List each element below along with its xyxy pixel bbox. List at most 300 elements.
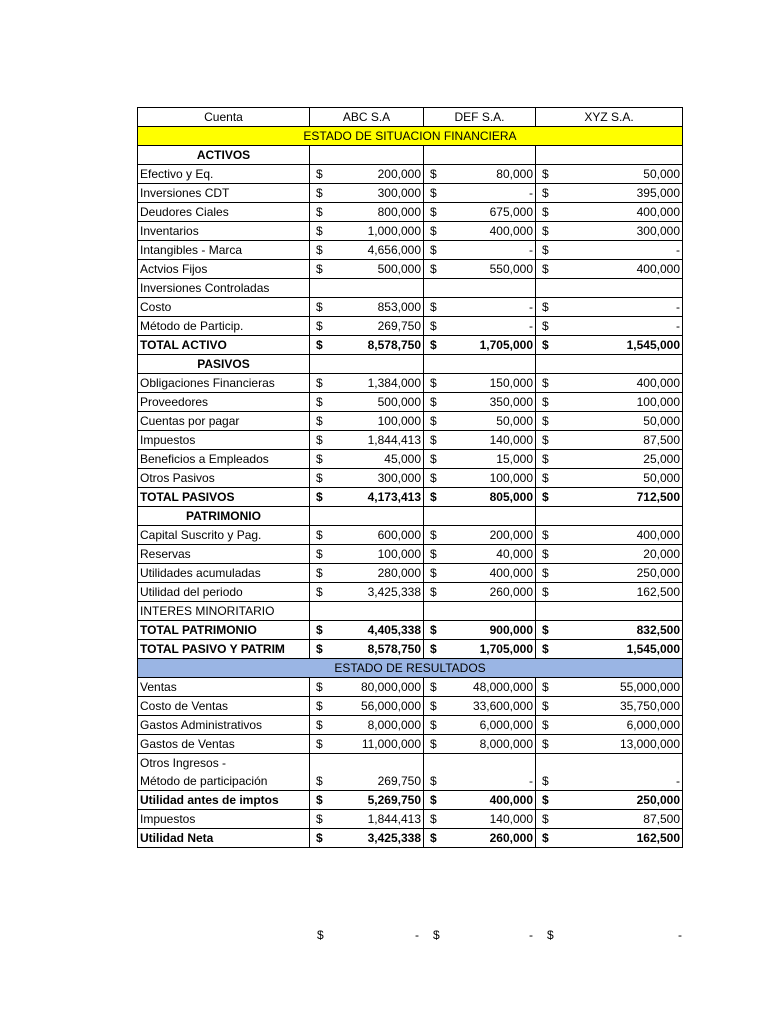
value-cell xyxy=(310,526,424,545)
header-company-abc: ABC S.A xyxy=(310,108,424,127)
table-row xyxy=(138,469,683,488)
row-label-line: Método de participación xyxy=(140,774,268,788)
currency-symbol: $ xyxy=(430,395,437,409)
value-cell xyxy=(536,412,683,431)
value-cell xyxy=(536,678,683,697)
table-row xyxy=(138,545,683,564)
value-cell xyxy=(536,488,683,507)
section-row xyxy=(138,127,683,146)
currency-symbol: $ xyxy=(542,205,549,219)
amount: 550,000 xyxy=(489,262,533,276)
currency-symbol: $ xyxy=(542,737,549,751)
value-cell xyxy=(424,260,536,279)
row-label: Utilidad antes de imptos xyxy=(138,791,310,810)
amount: 712,500 xyxy=(636,490,680,504)
value-cell xyxy=(424,507,536,526)
currency-symbol: $ xyxy=(316,642,323,656)
amount: 4,173,413 xyxy=(367,490,421,504)
value-cell xyxy=(310,735,424,754)
total-row xyxy=(138,336,683,355)
currency-symbol: $ xyxy=(542,433,549,447)
currency-symbol: $ xyxy=(542,642,549,656)
amount: 100,000 xyxy=(377,414,421,428)
currency-symbol: $ xyxy=(430,585,437,599)
value-cell xyxy=(424,545,536,564)
table-row xyxy=(138,735,683,754)
table-row xyxy=(138,583,683,602)
total-row xyxy=(138,621,683,640)
amount: 8,000,000 xyxy=(479,737,533,751)
amount: 1,705,000 xyxy=(479,338,533,352)
currency-symbol: $ xyxy=(542,452,549,466)
value-cell xyxy=(536,184,683,203)
currency-symbol: $ xyxy=(430,414,437,428)
amount: 45,000 xyxy=(384,452,421,466)
value-cell xyxy=(310,336,424,355)
amount: 350,000 xyxy=(489,395,533,409)
currency-symbol: $ xyxy=(316,262,323,276)
currency-symbol: $ xyxy=(430,623,437,637)
total-row xyxy=(138,791,683,810)
amount: 50,000 xyxy=(643,167,680,181)
value-cell xyxy=(424,791,536,810)
row-label: Obligaciones Financieras xyxy=(138,374,310,393)
value-cell xyxy=(424,412,536,431)
currency-symbol: $ xyxy=(542,812,549,826)
header-company-def: DEF S.A. xyxy=(424,108,536,127)
footer-value-def xyxy=(424,926,536,944)
currency-symbol: $ xyxy=(542,414,549,428)
currency-symbol: $ xyxy=(316,224,323,238)
value-cell xyxy=(536,431,683,450)
amount: 50,000 xyxy=(643,471,680,485)
amount: 805,000 xyxy=(489,490,533,504)
row-label: Cuentas por pagar xyxy=(138,412,310,431)
currency-symbol: $ xyxy=(542,471,549,485)
currency-symbol: $ xyxy=(430,528,437,542)
value-cell xyxy=(424,279,536,298)
row-label: Inventarios xyxy=(138,222,310,241)
row-label: Inversiones CDT xyxy=(138,184,310,203)
value-cell xyxy=(536,469,683,488)
value-cell xyxy=(424,241,536,260)
value-cell xyxy=(424,317,536,336)
amount: 250,000 xyxy=(636,793,680,807)
currency-symbol: $ xyxy=(316,528,323,542)
footer-amount: - xyxy=(415,928,419,942)
amount: 56,000,000 xyxy=(360,699,421,713)
table-row xyxy=(138,279,683,298)
currency-symbol: $ xyxy=(316,737,323,751)
currency-symbol: $ xyxy=(316,243,323,257)
currency-symbol: $ xyxy=(430,547,437,561)
amount: 162,500 xyxy=(636,585,680,599)
amount: 400,000 xyxy=(489,566,533,580)
value-cell xyxy=(424,754,536,791)
value-cell xyxy=(424,336,536,355)
table-row xyxy=(138,241,683,260)
value-cell xyxy=(424,735,536,754)
value-cell xyxy=(310,791,424,810)
value-cell xyxy=(310,203,424,222)
currency-symbol: $ xyxy=(430,471,437,485)
value-cell xyxy=(310,374,424,393)
currency-symbol: $ xyxy=(316,414,323,428)
value-cell xyxy=(536,317,683,336)
currency-symbol: $ xyxy=(430,642,437,656)
value-cell xyxy=(310,488,424,507)
total-row xyxy=(138,488,683,507)
currency-symbol: $ xyxy=(316,167,323,181)
value-cell xyxy=(536,374,683,393)
amount: 400,000 xyxy=(636,376,680,390)
currency-symbol: $ xyxy=(542,167,549,181)
value-cell xyxy=(536,716,683,735)
value-cell xyxy=(536,450,683,469)
row-label: TOTAL ACTIVO xyxy=(138,336,310,355)
amount: 15,000 xyxy=(496,452,533,466)
value-cell xyxy=(424,810,536,829)
currency-symbol: $ xyxy=(430,300,437,314)
value-cell xyxy=(536,355,683,374)
currency-symbol: $ xyxy=(316,490,323,504)
amount: 400,000 xyxy=(636,262,680,276)
currency-symbol: $ xyxy=(316,433,323,447)
group-row xyxy=(138,146,683,165)
currency-symbol: $ xyxy=(317,928,324,942)
table-row xyxy=(138,431,683,450)
amount: 269,750 xyxy=(377,319,421,333)
currency-symbol: $ xyxy=(430,262,437,276)
amount: 1,000,000 xyxy=(367,224,421,238)
table-row xyxy=(138,697,683,716)
currency-symbol: $ xyxy=(316,793,323,807)
row-label: TOTAL PASIVOS xyxy=(138,488,310,507)
table-row xyxy=(138,317,683,336)
section-title: ESTADO DE RESULTADOS xyxy=(138,659,683,678)
currency-symbol: $ xyxy=(430,737,437,751)
amount: 140,000 xyxy=(489,812,533,826)
currency-symbol: $ xyxy=(542,528,549,542)
value-cell xyxy=(536,791,683,810)
currency-symbol: $ xyxy=(542,547,549,561)
value-cell xyxy=(536,621,683,640)
currency-symbol: $ xyxy=(542,186,549,200)
row-label xyxy=(138,754,310,791)
currency-symbol: $ xyxy=(316,395,323,409)
amount: 100,000 xyxy=(636,395,680,409)
amount: 500,000 xyxy=(377,262,421,276)
value-cell xyxy=(424,222,536,241)
currency-symbol: $ xyxy=(316,319,323,333)
currency-symbol: $ xyxy=(316,831,323,845)
group-row xyxy=(138,355,683,374)
row-label: Proveedores xyxy=(138,393,310,412)
value-cell xyxy=(536,146,683,165)
amount: 1,844,413 xyxy=(367,812,421,826)
value-cell xyxy=(310,412,424,431)
table-row xyxy=(138,810,683,829)
value-cell xyxy=(310,260,424,279)
amount: 300,000 xyxy=(377,471,421,485)
table-row xyxy=(138,678,683,697)
value-cell xyxy=(424,431,536,450)
financial-statement-table xyxy=(137,107,683,848)
amount: 269,750 xyxy=(377,774,421,788)
table-row xyxy=(138,184,683,203)
value-cell xyxy=(424,716,536,735)
amount: 87,500 xyxy=(643,433,680,447)
currency-symbol: $ xyxy=(542,224,549,238)
section-row xyxy=(138,659,683,678)
value-cell xyxy=(310,184,424,203)
amount: 13,000,000 xyxy=(619,737,680,751)
currency-symbol: $ xyxy=(430,680,437,694)
currency-symbol: $ xyxy=(542,623,549,637)
currency-symbol: $ xyxy=(316,547,323,561)
value-cell xyxy=(310,355,424,374)
value-cell xyxy=(424,678,536,697)
row-label: Utilidad del periodo xyxy=(138,583,310,602)
group-label: PATRIMONIO xyxy=(138,507,310,526)
value-cell xyxy=(536,697,683,716)
value-cell xyxy=(424,393,536,412)
value-cell xyxy=(536,507,683,526)
value-cell xyxy=(310,279,424,298)
value-cell xyxy=(424,184,536,203)
table-row xyxy=(138,374,683,393)
currency-symbol: $ xyxy=(316,205,323,219)
currency-symbol: $ xyxy=(542,680,549,694)
group-row xyxy=(138,507,683,526)
value-cell xyxy=(310,810,424,829)
header-account: Cuenta xyxy=(138,108,310,127)
value-cell xyxy=(536,298,683,317)
amount: 260,000 xyxy=(489,585,533,599)
value-cell xyxy=(536,526,683,545)
amount: 50,000 xyxy=(496,414,533,428)
currency-symbol: $ xyxy=(316,718,323,732)
row-label: Costo xyxy=(138,298,310,317)
row-label: Gastos Administrativos xyxy=(138,716,310,735)
value-cell xyxy=(310,241,424,260)
currency-symbol: $ xyxy=(433,928,440,942)
currency-symbol: $ xyxy=(542,262,549,276)
amount: 100,000 xyxy=(489,471,533,485)
currency-symbol: $ xyxy=(547,928,554,942)
amount: 675,000 xyxy=(489,205,533,219)
table-row xyxy=(138,412,683,431)
amount: 300,000 xyxy=(636,224,680,238)
footer-amount: - xyxy=(529,928,533,942)
currency-symbol: $ xyxy=(430,319,437,333)
amount: 55,000,000 xyxy=(619,680,680,694)
amount: 395,000 xyxy=(636,186,680,200)
currency-symbol: $ xyxy=(430,699,437,713)
table-row xyxy=(138,564,683,583)
amount: 80,000,000 xyxy=(360,680,421,694)
currency-symbol: $ xyxy=(430,167,437,181)
value-cell xyxy=(536,583,683,602)
footer-values xyxy=(308,926,685,944)
currency-symbol: $ xyxy=(430,452,437,466)
amount: 3,425,338 xyxy=(367,831,421,845)
currency-symbol: $ xyxy=(430,793,437,807)
currency-symbol: $ xyxy=(542,566,549,580)
amount: 140,000 xyxy=(489,433,533,447)
row-label: Costo de Ventas xyxy=(138,697,310,716)
row-label: INTERES MINORITARIO xyxy=(138,602,310,621)
currency-symbol: $ xyxy=(316,376,323,390)
value-cell xyxy=(310,754,424,791)
total-row xyxy=(138,640,683,659)
row-label: Método de Particip. xyxy=(138,317,310,336)
value-cell xyxy=(310,583,424,602)
currency-symbol: $ xyxy=(430,774,437,788)
amount: 400,000 xyxy=(636,205,680,219)
amount: 35,750,000 xyxy=(619,699,680,713)
amount: 8,000,000 xyxy=(367,718,421,732)
amount: 1,844,413 xyxy=(367,433,421,447)
amount: 100,000 xyxy=(377,547,421,561)
value-cell xyxy=(424,526,536,545)
currency-symbol: $ xyxy=(542,319,549,333)
value-cell xyxy=(424,583,536,602)
value-cell xyxy=(424,146,536,165)
amount: - xyxy=(529,300,533,314)
footer-value-abc xyxy=(308,926,422,944)
value-cell xyxy=(310,450,424,469)
value-cell xyxy=(310,222,424,241)
value-cell xyxy=(310,640,424,659)
amount: - xyxy=(676,774,680,788)
currency-symbol: $ xyxy=(316,186,323,200)
currency-symbol: $ xyxy=(316,338,323,352)
amount: 20,000 xyxy=(643,547,680,561)
amount: 33,600,000 xyxy=(472,699,533,713)
value-cell xyxy=(424,564,536,583)
currency-symbol: $ xyxy=(542,699,549,713)
amount: 25,000 xyxy=(643,452,680,466)
amount: 400,000 xyxy=(489,224,533,238)
amount: - xyxy=(676,319,680,333)
amount: - xyxy=(529,774,533,788)
value-cell xyxy=(424,697,536,716)
amount: 162,500 xyxy=(636,831,680,845)
currency-symbol: $ xyxy=(430,831,437,845)
currency-symbol: $ xyxy=(430,186,437,200)
currency-symbol: $ xyxy=(316,812,323,826)
currency-symbol: $ xyxy=(542,300,549,314)
currency-symbol: $ xyxy=(316,585,323,599)
table-row xyxy=(138,203,683,222)
amount: 500,000 xyxy=(377,395,421,409)
value-cell xyxy=(310,431,424,450)
value-cell xyxy=(536,545,683,564)
amount: 250,000 xyxy=(636,566,680,580)
currency-symbol: $ xyxy=(316,300,323,314)
currency-symbol: $ xyxy=(430,243,437,257)
value-cell xyxy=(310,146,424,165)
currency-symbol: $ xyxy=(542,718,549,732)
row-label: Utilidad Neta xyxy=(138,829,310,848)
table-row xyxy=(138,602,683,621)
currency-symbol: $ xyxy=(316,623,323,637)
amount: 48,000,000 xyxy=(472,680,533,694)
amount: 800,000 xyxy=(377,205,421,219)
value-cell xyxy=(310,621,424,640)
amount: 87,500 xyxy=(643,812,680,826)
value-cell xyxy=(424,203,536,222)
table-row xyxy=(138,222,683,241)
amount: 1,384,000 xyxy=(367,376,421,390)
currency-symbol: $ xyxy=(542,793,549,807)
currency-symbol: $ xyxy=(430,433,437,447)
amount: 853,000 xyxy=(377,300,421,314)
amount: 1,545,000 xyxy=(626,338,680,352)
value-cell xyxy=(310,564,424,583)
row-label: Gastos de Ventas xyxy=(138,735,310,754)
table-row xyxy=(138,754,683,791)
amount: 280,000 xyxy=(377,566,421,580)
amount: 4,405,338 xyxy=(367,623,421,637)
currency-symbol: $ xyxy=(316,680,323,694)
amount: 400,000 xyxy=(636,528,680,542)
amount: - xyxy=(676,300,680,314)
currency-symbol: $ xyxy=(316,452,323,466)
value-cell xyxy=(424,488,536,507)
currency-symbol: $ xyxy=(542,395,549,409)
amount: 260,000 xyxy=(489,831,533,845)
value-cell xyxy=(424,602,536,621)
currency-symbol: $ xyxy=(430,224,437,238)
header-row xyxy=(138,108,683,127)
amount: 200,000 xyxy=(489,528,533,542)
currency-symbol: $ xyxy=(430,338,437,352)
table-row xyxy=(138,526,683,545)
value-cell xyxy=(310,393,424,412)
amount: 50,000 xyxy=(643,414,680,428)
value-cell xyxy=(310,165,424,184)
amount: 300,000 xyxy=(377,186,421,200)
currency-symbol: $ xyxy=(542,490,549,504)
currency-symbol: $ xyxy=(542,376,549,390)
row-label: Reservas xyxy=(138,545,310,564)
value-cell xyxy=(536,602,683,621)
value-cell xyxy=(310,678,424,697)
value-cell xyxy=(536,241,683,260)
amount: 8,578,750 xyxy=(367,642,421,656)
table-row xyxy=(138,450,683,469)
row-label: Inversiones Controladas xyxy=(138,279,310,298)
amount: 11,000,000 xyxy=(361,737,421,751)
amount: - xyxy=(676,243,680,257)
row-label-line: Otros Ingresos - xyxy=(140,756,227,770)
table-row xyxy=(138,716,683,735)
amount: 4,656,000 xyxy=(367,243,421,257)
amount: 80,000 xyxy=(496,167,533,181)
value-cell xyxy=(424,298,536,317)
currency-symbol: $ xyxy=(316,774,323,788)
table-row xyxy=(138,393,683,412)
amount: - xyxy=(529,243,533,257)
currency-symbol: $ xyxy=(316,699,323,713)
amount: 832,500 xyxy=(636,623,680,637)
section-title: ESTADO DE SITUACION FINANCIERA xyxy=(138,127,683,146)
row-label: Impuestos xyxy=(138,810,310,829)
value-cell xyxy=(536,222,683,241)
value-cell xyxy=(536,564,683,583)
